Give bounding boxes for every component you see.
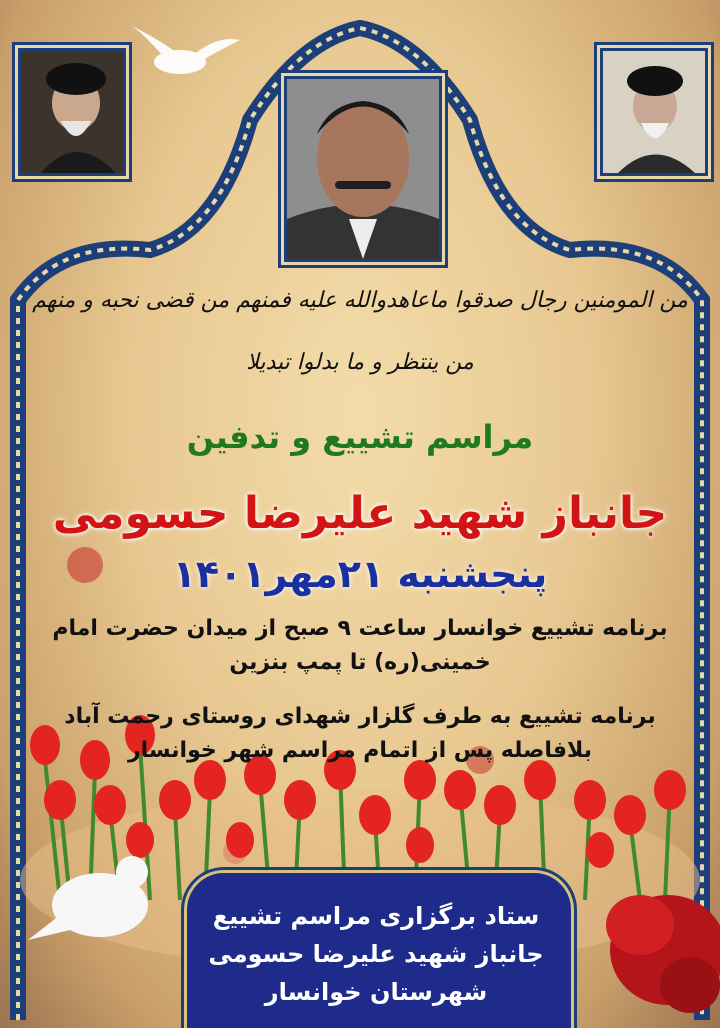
ceremony-date: پنجشنبه ۲۱مهر۱۴۰۱ <box>172 552 548 596</box>
portrait-figure-icon <box>287 79 439 259</box>
portrait-figure-icon <box>603 51 705 173</box>
program-line: خمینی(ره) تا پمپ بنزین <box>229 650 491 675</box>
leader-portrait-right <box>600 48 708 176</box>
program-block-1 <box>40 612 680 680</box>
quran-verse-line1: من المومنین رجال صدقوا ماعاهدوالله علیه فمنهم من قضی نحبه و منهم <box>32 288 688 313</box>
ceremony-title: مراسم تشییع و تدفین <box>186 418 534 456</box>
quran-verse-line2: من ینتظر و ما بدلوا تبدیلا <box>246 350 474 375</box>
program-block-2 <box>40 700 680 768</box>
portrait-figure-icon <box>21 51 123 173</box>
program-line: برنامه تشییع به طرف گلزار شهدای روستای رحمت آباد <box>64 704 656 729</box>
program-line: بلافاصله پس از اتمام مراسم شهر خوانسار <box>127 738 592 763</box>
dove-top-icon <box>130 25 240 74</box>
leader-portrait-left <box>18 48 126 176</box>
martyr-portrait <box>284 76 442 262</box>
organizer-line2: جانباز شهید علیرضا حسومی <box>208 940 544 968</box>
organizer-line1: ستاد برگزاری مراسم تشییع <box>212 902 540 930</box>
program-line: برنامه تشییع خوانسار ساعت ۹ صبح از میدان حضرت امام <box>52 616 668 641</box>
rose-icon <box>606 895 720 1013</box>
organizer-line3: شهرستان خوانسار <box>264 978 488 1006</box>
martyr-name: جانباز شهید علیرضا حسومی <box>52 488 668 539</box>
